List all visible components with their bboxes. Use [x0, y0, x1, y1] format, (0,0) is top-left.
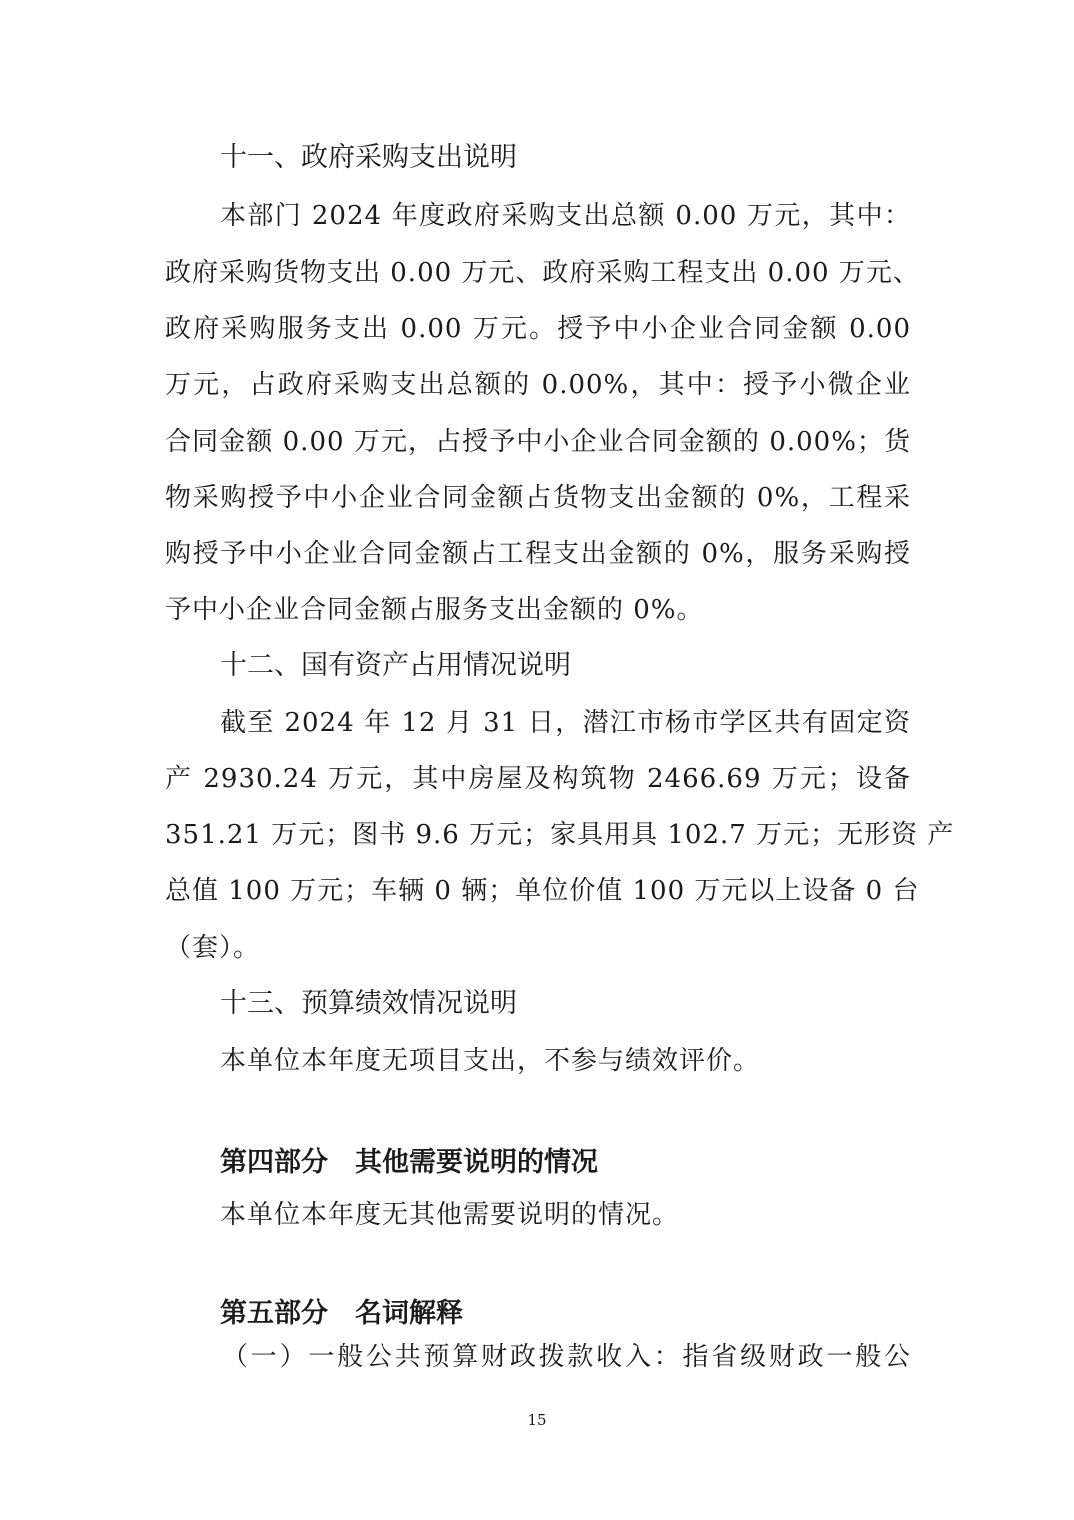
paragraph-line: 物采购授予中小企业合同金额占货物支出金额的 0%，工程采: [165, 483, 911, 513]
paragraph-line: （一）一般公共预算财政拨款收入：指省级财政一般公: [222, 1342, 911, 1372]
paragraph-line: 本单位本年度无其他需要说明的情况。: [220, 1200, 680, 1230]
paragraph-line: 万元，占政府采购支出总额的 0.00%，其中：授予小微企业: [165, 370, 911, 400]
section-heading-government-procurement: 十一、政府采购支出说明: [220, 142, 517, 173]
paragraph-line: 本部门 2024 年度政府采购支出总额 0.00 万元，其中：: [220, 201, 911, 231]
paragraph-line: 合同金额 0.00 万元，占授予中小企业合同金额的 0.00%；货: [165, 427, 911, 457]
paragraph-line: 截至 2024 年 12 月 31 日，潜江市杨市学区共有固定资: [220, 708, 911, 738]
paragraph-line: （套）。: [165, 933, 261, 963]
paragraph-line: 351.21 万元；图书 9.6 万元；家具用具 102.7 万元；无形资 产: [165, 820, 955, 850]
paragraph-line: 政府采购服务支出 0.00 万元。授予中小企业合同金额 0.00: [165, 314, 911, 344]
paragraph-line: 产 2930.24 万元，其中房屋及构筑物 2466.69 万元；设备: [165, 764, 911, 794]
page-number: 15: [527, 1411, 547, 1429]
section-heading-budget-performance: 十三、预算绩效情况说明: [220, 988, 517, 1019]
paragraph-line: 政府采购货物支出 0.00 万元、政府采购工程支出 0.00 万元、: [165, 258, 920, 288]
part-heading-other-matters: 第四部分 其他需要说明的情况: [220, 1147, 598, 1178]
paragraph-line: 购授予中小企业合同金额占工程支出金额的 0%，服务采购授: [165, 539, 911, 569]
paragraph-line: 予中小企业合同金额占服务支出金额的 0%。: [165, 595, 704, 625]
part-heading-glossary: 第五部分 名词解释: [220, 1298, 463, 1329]
paragraph-line: 本单位本年度无项目支出，不参与绩效评价。: [220, 1046, 761, 1076]
paragraph-line: 总值 100 万元；车辆 0 辆；单位价值 100 万元以上设备 0 台: [165, 876, 920, 906]
section-heading-state-assets: 十二、国有资产占用情况说明: [220, 650, 571, 681]
